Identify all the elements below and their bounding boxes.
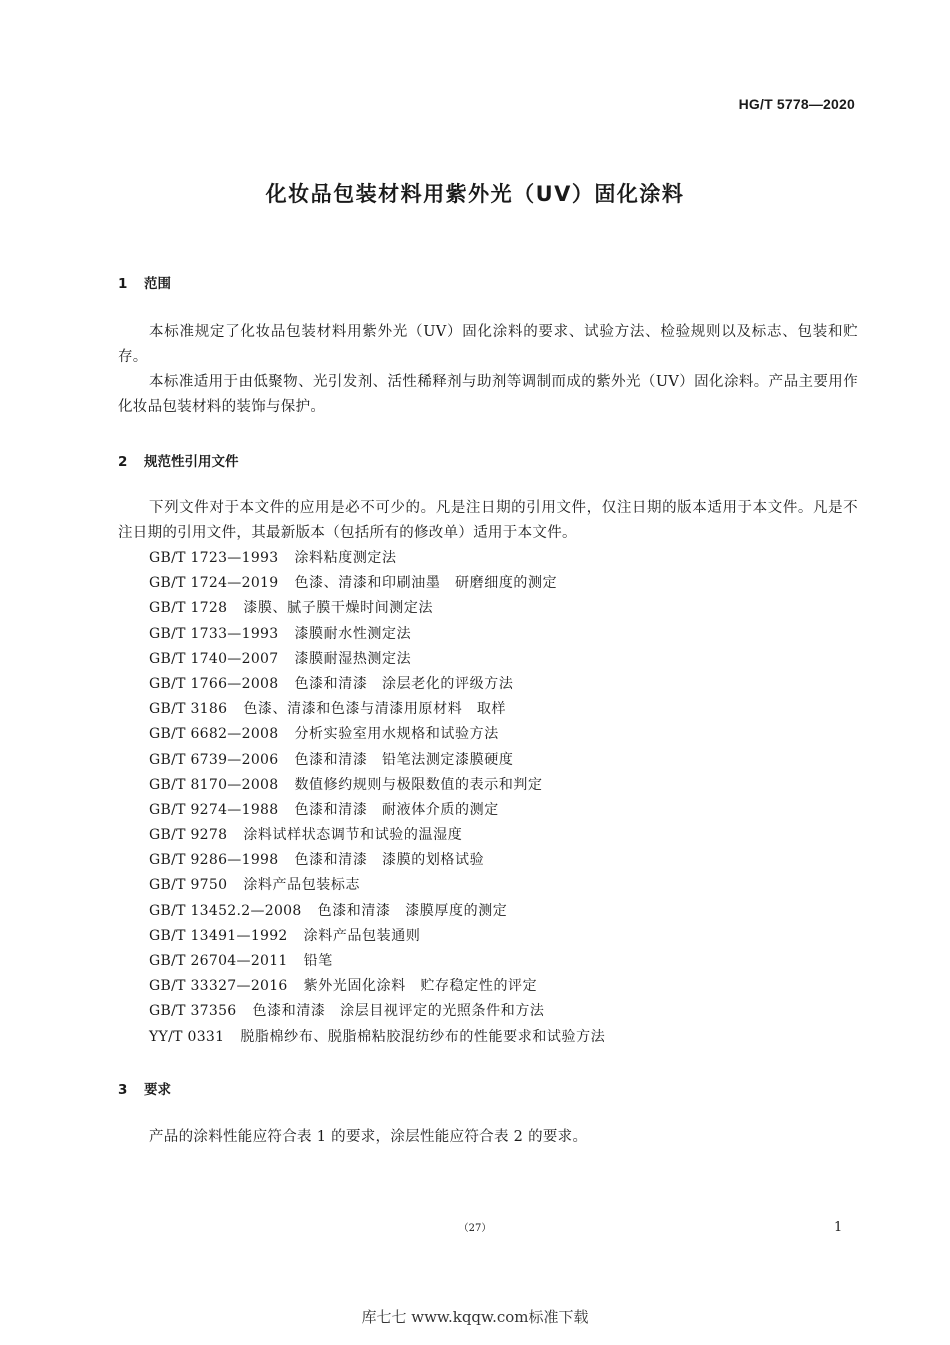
reference-code: GB/T 9278 (149, 827, 228, 844)
reference-code: GB/T 8170—2008 (149, 776, 279, 793)
reference-item (149, 1025, 605, 1050)
reference-code: GB/T 13452.2—2008 (149, 902, 302, 919)
reference-name: 紫外光固化涂料 贮存稳定性的评定 (303, 978, 538, 995)
standard-number: HG/T 5778—2020 (738, 96, 855, 112)
reference-item (149, 647, 605, 672)
reference-code: GB/T 1740—2007 (149, 650, 279, 667)
reference-name: 分析实验室用水规格和试验方法 (294, 726, 499, 743)
reference-code: GB/T 13491—1992 (149, 927, 288, 944)
reference-item (149, 873, 605, 898)
reference-name: 数值修约规则与极限数值的表示和判定 (294, 776, 543, 793)
reference-item (149, 949, 605, 974)
paragraph: 产品的涂料性能应符合表 1 的要求，涂层性能应符合表 2 的要求。 (149, 1129, 588, 1145)
document-title: 化妆品包装材料用紫外光（UV）固化涂料 (265, 182, 685, 206)
reference-item (149, 622, 605, 647)
reference-item (149, 571, 605, 596)
reference-item (149, 924, 605, 949)
reference-name: 色漆和清漆 涂层目视评定的光照条件和方法 (252, 1003, 545, 1020)
paragraph: 本标准适用于由低聚物、光引发剂、活性稀释剂与助剂等调制而成的紫外光（UV）固化涂料。产品主要用作化妆品包装材料的装饰与保护。 (118, 374, 858, 415)
reference-name: 漆膜耐水性测定法 (294, 625, 412, 642)
reference-name: 色漆和清漆 漆膜厚度的测定 (317, 902, 508, 919)
reference-name: 色漆和清漆 耐液体介质的测定 (294, 801, 499, 818)
section-title: 要求 (144, 1082, 171, 1098)
reference-item (149, 999, 605, 1024)
reference-code: GB/T 9750 (149, 877, 228, 894)
reference-code: YY/T 0331 (149, 1028, 225, 1045)
reference-item (149, 848, 605, 873)
paragraph: 下列文件对于本文件的应用是必不可少的。凡是注日期的引用文件，仅注日期的版本适用于本文件。凡是不注日期的引用文件，其最新版本（包括所有的修改单）适用于本文件。 (118, 500, 858, 541)
reference-item (149, 546, 605, 571)
reference-item (149, 823, 605, 848)
reference-code: GB/T 26704—2011 (149, 953, 288, 969)
reference-item (149, 596, 605, 621)
reference-name: 色漆、清漆和色漆与清漆用原材料 取样 (243, 701, 507, 718)
section-3-heading (118, 1078, 171, 1098)
reference-name: 脱脂棉纱布、脱脂棉粘胶混纺纱布的性能要求和试验方法 (240, 1028, 606, 1045)
reference-name: 涂料粘度测定法 (294, 550, 397, 566)
reference-code: GB/T 3186 (149, 701, 228, 718)
reference-name: 涂料试样状态调节和试验的温湿度 (243, 827, 463, 844)
page-number: 1 (834, 1220, 843, 1235)
section-2-body (118, 496, 858, 546)
section-1-heading (118, 272, 171, 292)
section-number: 2 (118, 454, 128, 470)
reference-name: 漆膜耐湿热测定法 (294, 650, 412, 667)
reference-item (149, 798, 605, 823)
reference-item (149, 672, 605, 697)
reference-code: GB/T 9286—1998 (149, 852, 279, 869)
footer-watermark: 库七七 www.kqqw.com标准下载 (361, 1308, 589, 1326)
section-title: 规范性引用文件 (144, 454, 239, 470)
reference-code: GB/T 1723—1993 (149, 550, 279, 566)
reference-item (149, 773, 605, 798)
reference-item (149, 974, 605, 999)
reference-name: 色漆和清漆 铅笔法测定漆膜硬度 (294, 751, 514, 768)
reference-item (149, 899, 605, 924)
reference-code: GB/T 1766—2008 (149, 675, 279, 692)
inner-page-number: （27） (458, 1223, 492, 1234)
normative-references-list (149, 546, 605, 1050)
section-number: 3 (118, 1082, 128, 1098)
reference-name: 漆膜、腻子膜干燥时间测定法 (243, 600, 434, 617)
section-title: 范围 (144, 276, 171, 292)
reference-item (149, 748, 605, 773)
reference-name: 涂料产品包装标志 (243, 877, 361, 894)
section-2-heading (118, 450, 239, 470)
reference-code: GB/T 1728 (149, 600, 228, 617)
reference-name: 铅笔 (303, 953, 333, 969)
reference-name: 涂料产品包装通则 (303, 927, 421, 944)
reference-code: GB/T 33327—2016 (149, 978, 288, 995)
reference-code: GB/T 6682—2008 (149, 726, 279, 743)
reference-code: GB/T 1733—1993 (149, 625, 279, 642)
section-1-body (118, 320, 858, 420)
reference-code: GB/T 1724—2019 (149, 575, 279, 592)
reference-code: GB/T 37356 (149, 1003, 237, 1020)
reference-code: GB/T 9274—1988 (149, 801, 279, 818)
reference-code: GB/T 6739—2006 (149, 751, 279, 768)
paragraph: 本标准规定了化妆品包装材料用紫外光（UV）固化涂料的要求、试验方法、检验规则以及标志、包装和贮存。 (118, 324, 858, 365)
reference-item (149, 697, 605, 722)
reference-name: 色漆和清漆 漆膜的划格试验 (294, 852, 485, 869)
reference-name: 色漆、清漆和印刷油墨 研磨细度的测定 (294, 575, 558, 592)
section-3-body (118, 1125, 858, 1150)
section-number: 1 (118, 276, 128, 292)
reference-name: 色漆和清漆 涂层老化的评级方法 (294, 675, 514, 692)
reference-item (149, 722, 605, 747)
